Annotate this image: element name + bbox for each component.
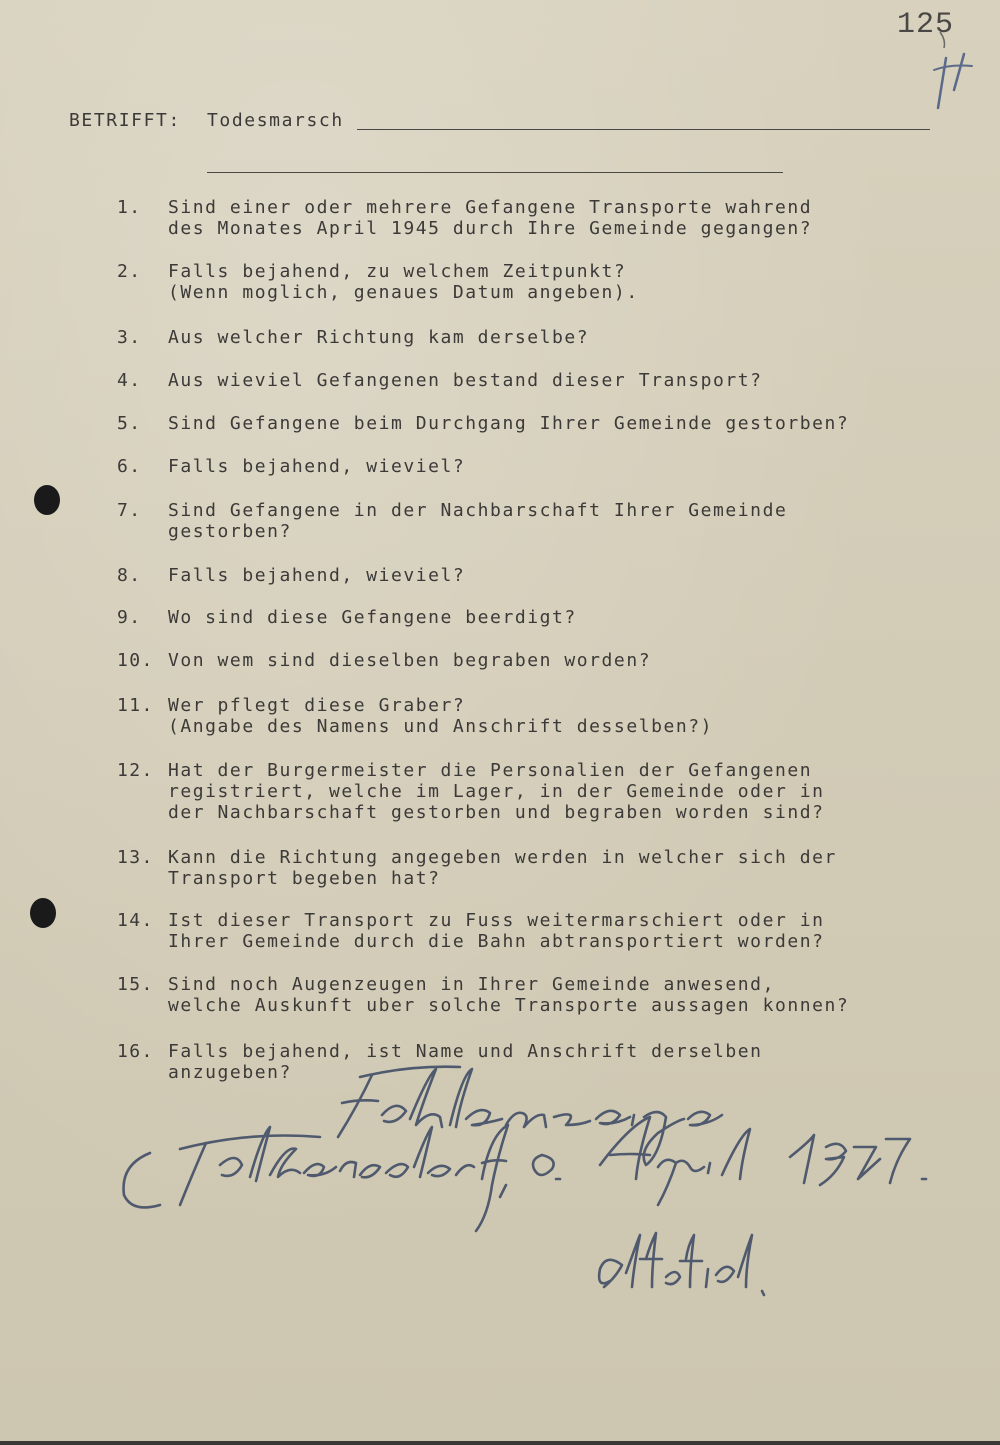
subject-label: BETRIFFT: (69, 110, 181, 131)
punch-hole (30, 898, 56, 928)
question-number: 9. (117, 607, 142, 628)
question-text: Sind Gefangene beim Durchgang Ihrer Gemeinde gestorben? (168, 413, 850, 434)
question-text: Von wem sind dieselben begraben worden? (168, 650, 652, 671)
question-number: 6. (117, 456, 142, 477)
question-number: 1. (117, 197, 142, 218)
handwritten-place-date (124, 1117, 926, 1231)
question-text: Sind Gefangene in der Nachbarschaft Ihrer Gemeinde gestorben? (168, 500, 788, 542)
question-number: 16. (117, 1041, 154, 1062)
subject-second-underline (207, 172, 783, 173)
question-text: Ist dieser Transport zu Fuss weitermarschiert oder in Ihrer Gemeinde durch die Bahn abtransportiert worden? (168, 910, 825, 952)
subject-value: Todesmarsch (207, 110, 344, 131)
question-text: Wo sind diese Gefangene beerdigt? (168, 607, 577, 628)
question-number: 7. (117, 500, 142, 521)
question-number: 2. (117, 261, 142, 282)
question-text: Falls bejahend, ist Name und Anschrift derselben anzugeben? (168, 1041, 763, 1083)
handwritten-signature (599, 1233, 764, 1295)
question-text: Falls bejahend, wieviel? (168, 456, 466, 477)
question-text: Falls bejahend, zu welchem Zeitpunkt? (Wenn moglich, genaues Datum angeben). (168, 261, 639, 303)
scan-bottom-edge (0, 1441, 1000, 1445)
question-text: Aus wieviel Gefangenen bestand dieser Transport? (168, 370, 763, 391)
handwritten-annotation (110, 1055, 960, 1315)
question-number: 5. (117, 413, 142, 434)
question-text: Hat der Burgermeister die Personalien der Gefangenen registriert, welche im Lager, in der Gemeinde oder in der Nachbarschaft gestorben und begraben worden sind? (168, 760, 825, 823)
question-text: Aus welcher Richtung kam derselbe? (168, 327, 590, 348)
question-number: 10. (117, 650, 154, 671)
question-number: 11. (117, 695, 154, 716)
question-number: 15. (117, 974, 154, 995)
question-text: Wer pflegt diese Graber? (Angabe des Namens und Anschrift desselben?) (168, 695, 714, 737)
punch-hole (34, 485, 60, 515)
question-text: Falls bejahend, wieviel? (168, 565, 466, 586)
question-number: 14. (117, 910, 154, 931)
question-number: 8. (117, 565, 142, 586)
question-text: Sind noch Augenzeugen in Ihrer Gemeinde anwesend, welche Auskunft uber solche Transporte aussagen konnen? (168, 974, 850, 1016)
question-number: 4. (117, 370, 142, 391)
question-number: 13. (117, 847, 154, 868)
question-number: 3. (117, 327, 142, 348)
question-text: Sind einer oder mehrere Gefangene Transporte wahrend des Monates April 1945 durch Ihre Gemeinde gegangen? (168, 197, 813, 239)
question-text: Kann die Richtung angegeben werden in welcher sich der Transport begeben hat? (168, 847, 837, 889)
question-number: 12. (117, 760, 154, 781)
folio-pencil-mark (920, 30, 980, 120)
handwritten-remark (338, 1067, 722, 1165)
subject-underline (357, 129, 930, 130)
page-number: 125 (897, 8, 955, 42)
